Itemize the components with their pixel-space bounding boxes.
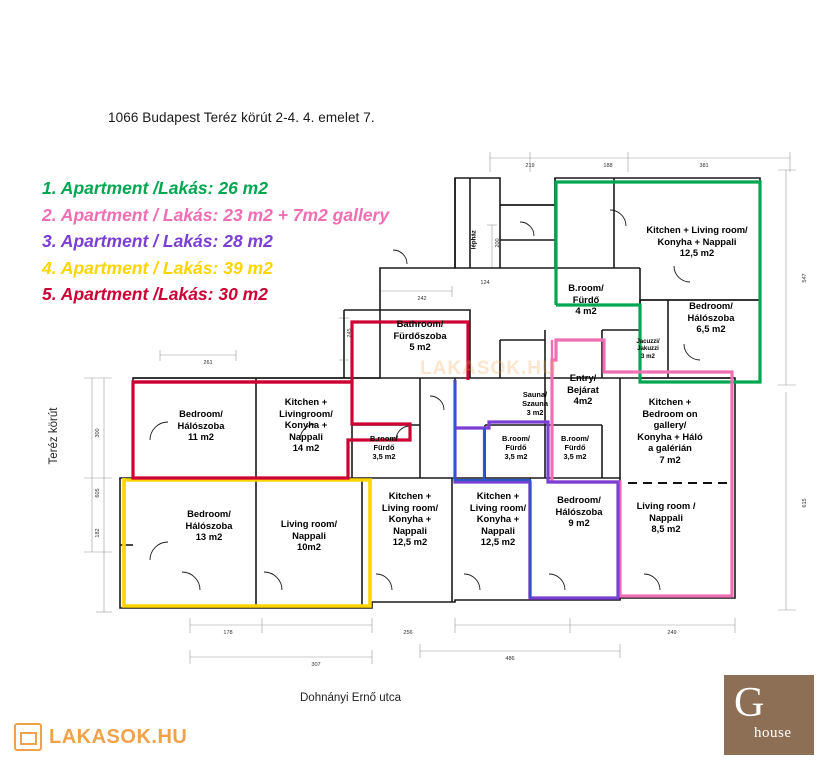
plan-watermark: LAKASOK.HU <box>420 358 557 379</box>
legend-item-2 <box>42 202 482 229</box>
street-label-bottom: Dohnányi Ernő utca <box>300 692 402 704</box>
legend-item-2-label: 2. Apartment / Lakás: 23 m2 + 7m2 gallery <box>42 204 390 225</box>
dimension-top-1: 188 <box>603 163 613 169</box>
dimension-top-2: 381 <box>699 163 709 169</box>
room-label-entry: Entry/ Bejárat 4m2 <box>567 372 599 407</box>
room-label-kitchen-living-green: Kitchen + Living room/ Konyha + Nappali 12,5 m2 <box>646 224 748 259</box>
dimension-bottom-1: 256 <box>403 630 413 636</box>
legend-item-1 <box>42 175 482 202</box>
room-label-jacuzzi: Jacuzzi/ Jakuzzi 3 m2 <box>636 338 660 360</box>
room-label-kitchen-bedroom-gallery: Kitchen + Bedroom on gallery/ Konyha + Háló a galérián 7 m2 <box>637 396 703 465</box>
room-label-broom-purple: B.room/ Fürdő 3,5 m2 <box>561 434 589 461</box>
dimension-bottom-2: 249 <box>667 630 677 636</box>
room-label-broom-red: B.room/ Fürdő 3,5 m2 <box>370 434 398 461</box>
street-label-left: Teréz körút <box>48 407 60 465</box>
room-label-livingroom-pink: Living room / Nappali 8,5 m2 <box>636 500 696 535</box>
room-label-broom-blue-mid: B.room/ Fürdő 3,5 m2 <box>502 434 530 461</box>
legend-item-4-label: 4. Apartment / Lakás: 39 m2 <box>42 257 273 278</box>
watermark-label: LAKASOK.HU <box>49 725 188 748</box>
room-label-kitchen-living-yellow: Kitchen + Living room/ Konyha + Nappali 12,5 m2 <box>381 490 439 548</box>
logo-letter: G <box>734 680 765 726</box>
page-title: 1066 Budapest Teréz körút 2-4. 4. emelet 7. <box>108 110 375 125</box>
dimension-right-1: 615 <box>802 498 808 508</box>
legend-item-3 <box>42 228 482 255</box>
room-label-bedroom-yellow: Bedroom/ Hálószoba 13 m2 <box>185 508 233 543</box>
legend <box>42 175 482 308</box>
dimension-bottom-3: 307 <box>311 662 321 668</box>
dimension-upper_inner-1: 124 <box>480 280 490 286</box>
legend-item-5 <box>42 281 482 308</box>
dimension-top-0: 219 <box>525 163 535 169</box>
dimension-upper_inner-4: 261 <box>203 360 213 366</box>
room-label-lephaz: lépház <box>470 230 478 250</box>
room-label-bathroom-top: Bathroom/ Fürdőszoba 5 m2 <box>393 318 447 353</box>
dimension-left-1: 605 <box>95 488 101 498</box>
legend-item-4 <box>42 255 482 282</box>
lakasok-watermark <box>14 723 187 751</box>
room-label-kitchen-living-red: Kitchen + Livingroom/ Konyha + Nappali 14 m2 <box>279 396 333 454</box>
logo-word: house <box>754 725 792 741</box>
dimension-left-0: 300 <box>95 428 101 438</box>
room-label-sauna: Sauna/ Szauna 3 m2 <box>522 390 548 417</box>
room-label-bedroom-pink: Bedroom/ Hálószoba 9 m2 <box>555 494 603 529</box>
legend-item-3-label: 3. Apartment / Lakás: 28 m2 <box>42 231 273 251</box>
room-label-bedroom-red: Bedroom/ Hálószoba 11 m2 <box>177 408 225 443</box>
room-label-kitchen-living-purple: Kitchen + Living room/ Konyha + Nappali 12,5 m2 <box>469 490 527 548</box>
legend-item-1-label: 1. Apartment /Lakás: 26 m2 <box>42 178 268 198</box>
room-label-livingroom-yellow: Living room/ Nappali 10m2 <box>280 518 338 553</box>
dimension-left-2: 182 <box>95 528 101 538</box>
house-icon <box>14 723 42 751</box>
dimension-upper_inner-3: 245 <box>347 328 353 338</box>
room-label-broom-green: B.room/ Fürdő 4 m2 <box>568 282 604 317</box>
dimension-right-0: 547 <box>802 273 808 283</box>
legend-item-5-label: 5. Apartment /Lakás: 30 m2 <box>42 284 268 304</box>
dimension-upper_inner-2: 242 <box>417 296 427 302</box>
ghouse-logo <box>724 675 814 755</box>
dimension-upper_inner-0: 200 <box>495 238 501 248</box>
room-label-bedroom-green: Bedroom/ Hálószoba 6,5 m2 <box>687 300 735 335</box>
dimension-bottom-0: 178 <box>223 630 233 636</box>
dimension-bottom-4: 486 <box>505 656 515 662</box>
